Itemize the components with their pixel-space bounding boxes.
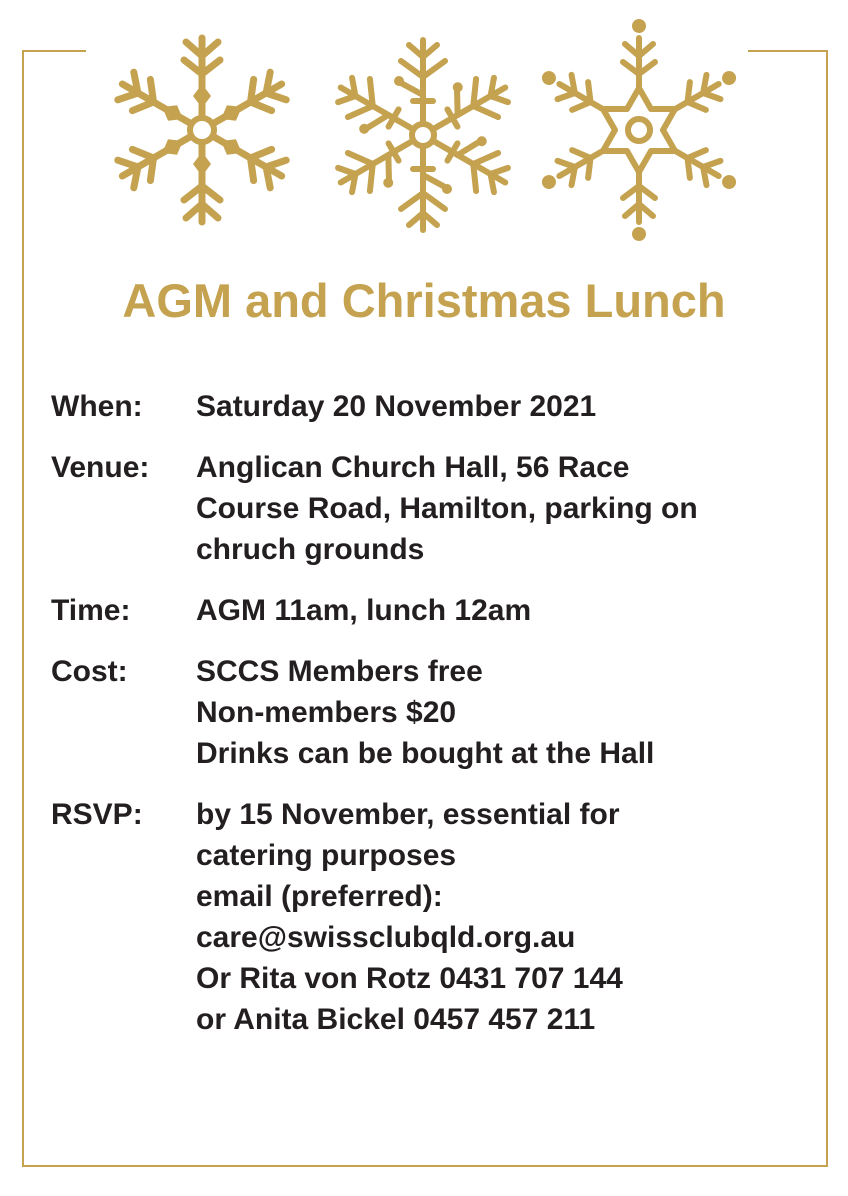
rsvp-label: RSVP: bbox=[51, 798, 143, 831]
rsvp-value bbox=[196, 794, 811, 1040]
frame-left bbox=[22, 50, 24, 1167]
snowflake-icon bbox=[112, 30, 292, 230]
rsvp-row bbox=[51, 794, 811, 1040]
rsvp-line: by 15 November, essential for bbox=[196, 798, 620, 831]
time-label: Time: bbox=[51, 594, 131, 627]
cost-line: SCCS Members free bbox=[196, 655, 483, 688]
rsvp-line: catering purposes bbox=[196, 839, 457, 872]
rsvp-phone-line: or Anita Bickel 0457 457 211 bbox=[196, 1003, 596, 1036]
when-label: When: bbox=[51, 390, 143, 423]
venue-line: chruch grounds bbox=[196, 533, 425, 566]
rsvp-email-label: email (preferred): bbox=[196, 880, 443, 913]
rsvp-phone-line: Or Rita von Rotz 0431 707 144 bbox=[196, 962, 623, 995]
snowflake-icon bbox=[333, 35, 513, 235]
time-value bbox=[196, 590, 811, 631]
venue-value bbox=[196, 447, 811, 570]
venue-label: Venue: bbox=[51, 451, 150, 484]
when-line: Saturday 20 November 2021 bbox=[196, 390, 597, 423]
when-value bbox=[196, 386, 811, 427]
cost-label: Cost: bbox=[51, 655, 128, 688]
cost-value bbox=[196, 651, 811, 774]
event-details bbox=[51, 386, 811, 1040]
time-line: AGM 11am, lunch 12am bbox=[196, 594, 532, 627]
venue-line: Anglican Church Hall, 56 Race bbox=[196, 451, 630, 484]
venue-line: Course Road, Hamilton, parking on bbox=[196, 492, 698, 525]
frame-top-right bbox=[748, 50, 828, 52]
page-title: AGM and Christmas Lunch bbox=[122, 274, 726, 327]
venue-row bbox=[51, 447, 811, 570]
when-row bbox=[51, 386, 811, 427]
frame-right bbox=[826, 50, 828, 1167]
cost-line: Drinks can be bought at the Hall bbox=[196, 737, 655, 770]
frame-bottom bbox=[22, 1165, 828, 1167]
snowflake-icon bbox=[549, 20, 729, 240]
cost-line: Non-members $20 bbox=[196, 696, 457, 729]
cost-row bbox=[51, 651, 811, 774]
time-row bbox=[51, 590, 811, 631]
rsvp-email-address[interactable]: care@swissclubqld.org.au bbox=[196, 921, 576, 954]
frame-top-left bbox=[22, 50, 86, 52]
